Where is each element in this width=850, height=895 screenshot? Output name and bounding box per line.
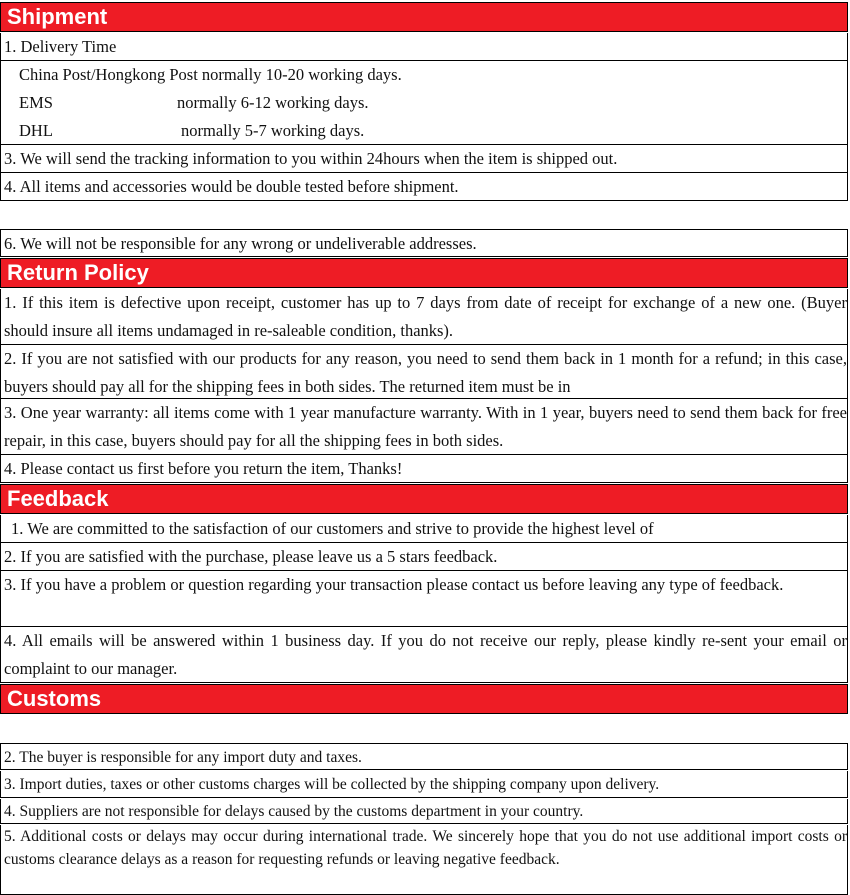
shipment-china-post: China Post/Hongkong Post normally 10-20 working days. [0, 61, 848, 89]
customs-item-2: 2. The buyer is responsible for any import duty and taxes. [0, 743, 848, 770]
customs-item-3: 3. Import duties, taxes or other customs charges will be collected by the shipping company upon delivery. [0, 771, 848, 798]
shipment-dhl-row [0, 117, 848, 145]
customs-title: Customs [7, 686, 102, 711]
dhl-label: DHL [19, 121, 53, 140]
return-item-3: 3. One year warranty: all items come with 1 year manufacture warranty. With in 1 year, buyers need to send them back for free repair, in this case, buyers should pay for all the shipping fees in both sides. [0, 399, 848, 455]
feedback-item-1: 1. We are committed to the satisfaction of our customers and strive to provide the highest level of [0, 515, 848, 543]
shipment-item-6: 6. We will not be responsible for any wrong or undeliverable addresses. [0, 229, 848, 257]
shipment-header [0, 2, 848, 32]
return-policy-header [0, 258, 848, 288]
feedback-title: Feedback [7, 486, 109, 511]
shipment-item-4: 4. All items and accessories would be double tested before shipment. [0, 173, 848, 201]
ems-value: normally 6-12 working days. [177, 93, 369, 112]
ems-label: EMS [19, 93, 53, 112]
shipment-delivery-time: 1. Delivery Time [0, 33, 848, 61]
feedback-item-2: 2. If you are satisfied with the purchase, please leave us a 5 stars feedback. [0, 543, 848, 571]
feedback-header [0, 484, 848, 514]
shipment-ems-row [0, 89, 848, 117]
return-policy-title: Return Policy [7, 260, 149, 285]
return-item-4: 4. Please contact us first before you return the item, Thanks! [0, 455, 848, 483]
dhl-value: normally 5-7 working days. [181, 121, 365, 140]
shipment-title: Shipment [7, 4, 108, 29]
feedback-item-4: 4. All emails will be answered within 1 business day. If you do not receive our reply, please kindly re-sent your email or complaint to our manager. [0, 627, 848, 683]
return-item-1: 1. If this item is defective upon receipt, customer has up to 7 days from date of receipt for exchange of a new one. (Buyer should insure all items undamaged in re-saleable condition, thanks). [0, 289, 848, 345]
feedback-item-3: 3. If you have a problem or question regarding your transaction please contact us before leaving any type of feedback. [0, 571, 848, 627]
customs-item-4: 4. Suppliers are not responsible for delays caused by the customs department in your country. [0, 799, 848, 824]
return-item-2: 2. If you are not satisfied with our products for any reason, you need to send them back in 1 month for a refund; in this case, buyers should pay all for the shipping fees in both sides. The returned item must be in [0, 345, 848, 399]
shipment-item-3: 3. We will send the tracking information to you within 24hours when the item is shipped out. [0, 145, 848, 173]
customs-item-5: 5. Additional costs or delays may occur during international trade. We sincerely hope that you do not use additional import costs or customs clearance delays as a reason for requesting refunds or leaving negative feedback. [0, 825, 848, 895]
customs-header [0, 684, 848, 714]
